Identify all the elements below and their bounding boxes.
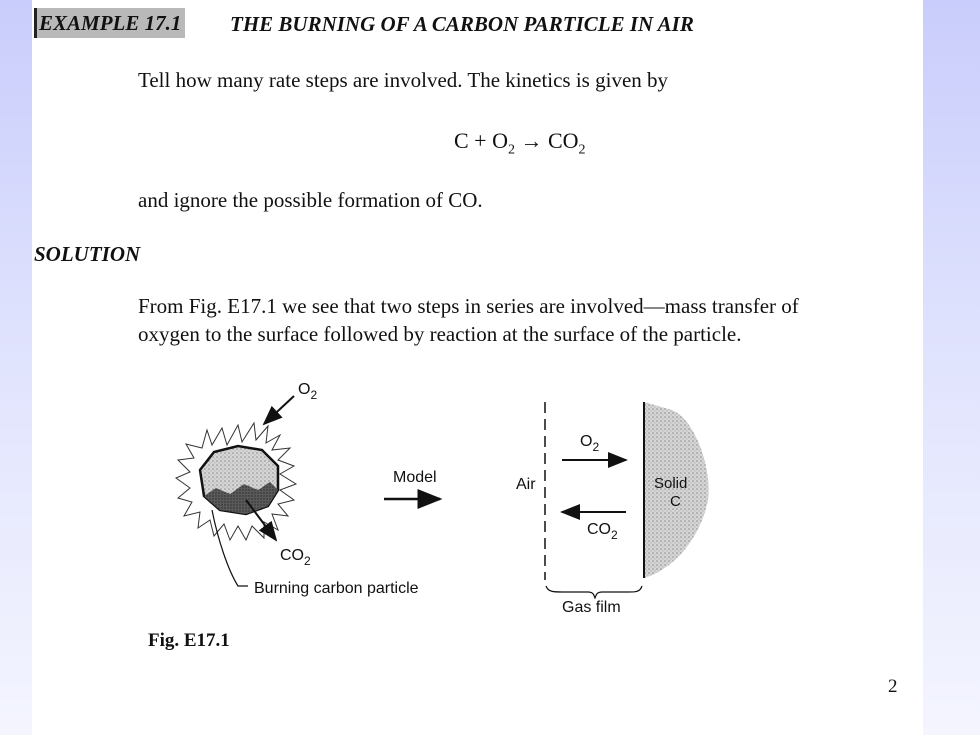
caption-leader	[212, 510, 248, 586]
equation-rhs: CO	[547, 128, 579, 153]
solution-heading: SOLUTION	[34, 242, 141, 266]
o2-inflow-arrow	[264, 396, 294, 424]
solid-c-label: C	[670, 493, 681, 510]
particle-caption: Burning carbon particle	[254, 580, 419, 597]
problem-line-2: and ignore the possible formation of CO.	[138, 188, 483, 212]
solution-line-2: oxygen to the surface followed by reaction at the surface of the particle.	[138, 322, 742, 346]
co2-bottom-label: $CO_2$	[280, 547, 311, 568]
equation-lhs: C + O	[454, 128, 508, 153]
figure-e17-1	[32, 0, 923, 735]
o2-film-label: $O_2$	[580, 433, 600, 454]
problem-line-1: Tell how many rate steps are involved. The kinetics is given by	[138, 68, 669, 92]
reaction-arrow: →	[520, 128, 543, 153]
solid-label: Solid	[654, 475, 688, 492]
co2-film-label: $CO_2$	[587, 521, 618, 542]
o2-top-label: $O_2$	[298, 381, 318, 402]
example-title: THE BURNING OF A CARBON PARTICLE IN AIR	[230, 12, 694, 36]
figure-caption: Fig. E17.1	[148, 630, 230, 651]
slide-page	[32, 0, 923, 735]
example-label: EXAMPLE 17.1	[34, 8, 185, 38]
equation-rhs-sub: 2	[578, 142, 586, 158]
gas-film-brace	[546, 586, 642, 598]
gas-film-label: Gas film	[562, 599, 621, 616]
equation-lhs-sub: 2	[507, 142, 515, 158]
solution-line-1: From Fig. E17.1 we see that two steps in series are involved—mass transfer of	[138, 294, 799, 318]
page-number: 2	[888, 676, 898, 697]
air-label: Air	[516, 476, 536, 493]
model-label: Model	[393, 469, 437, 486]
